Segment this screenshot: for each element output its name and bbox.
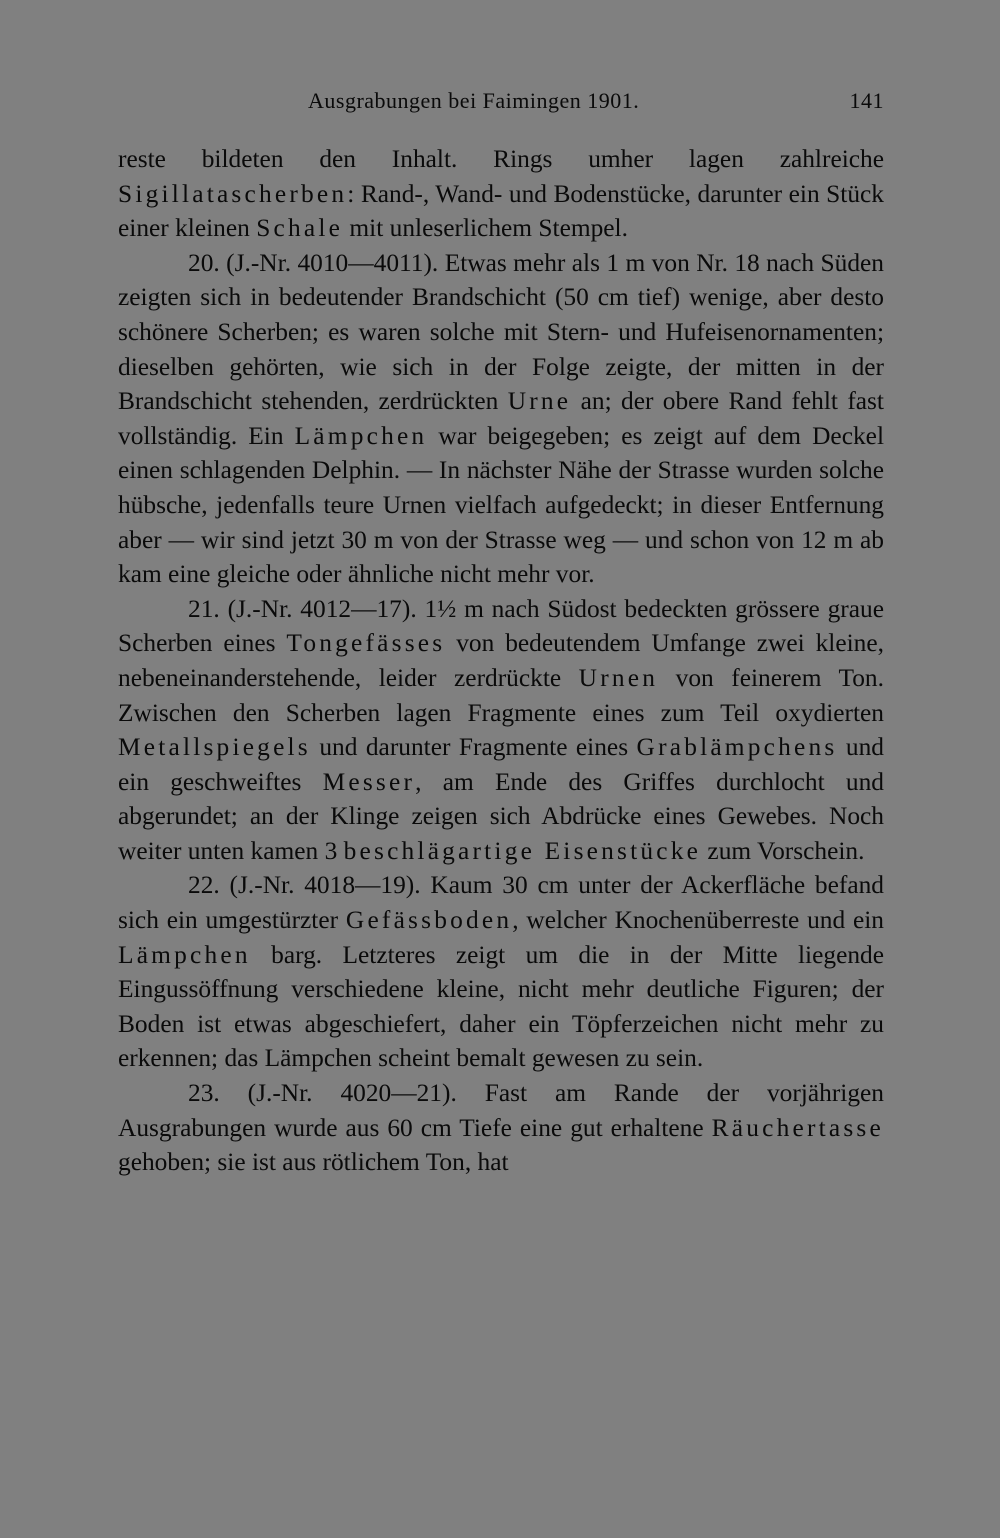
spaced-term: Schale <box>256 214 344 243</box>
text-run: und ein geschweiftes <box>118 733 884 796</box>
entry-number: 21. <box>188 594 220 623</box>
text-run: barg. Letzteres zeigt um die in der Mitte liegende Eingussöffnung verschiedene kleine, nicht mehr deutliche Figuren; der Boden ist etwas abgeschiefert, daher ein Töpferzeichen nicht mehr zu erkennen; das Lämpchen scheint bemalt gewesen zu sein. <box>118 940 884 1073</box>
entry-number: 22. <box>188 871 220 900</box>
spaced-term: beschlägartige Eisenstücke <box>343 836 702 865</box>
spaced-term: Sigillatascherben <box>118 179 348 208</box>
paragraph-continuation <box>118 142 884 246</box>
text-run: (J.-Nr. 4018—19). Kaum 30 cm unter der Ackerfläche befand sich ein umgestürzter <box>118 871 884 935</box>
text-run: (J.-Nr. 4010—4011). Etwas mehr als 1 m von Nr. 18 nach Süden zeigten sich in bedeutender Brandschicht (50 cm tief) wenige, aber desto schönere Scherben; es waren solche mit Stern- und Hufeisenornamenten; dieselben gehörten, wie sich in der Folge zeigte, der mitten in der Brandschicht stehenden, zerdrückten <box>118 248 884 416</box>
text-run: an; der obere Rand fehlt fast vollständig. Ein <box>118 387 884 450</box>
text-run: von feinerem Ton. Zwischen den Scherben lagen Fragmente eines zum Teil oxydierten <box>118 663 884 727</box>
paragraph-entry-22 <box>118 868 884 1076</box>
body-text <box>118 142 884 1180</box>
spaced-term: Lämpchen <box>118 940 251 969</box>
paragraph-entry-20 <box>118 246 884 592</box>
spaced-term: Tongefässes <box>286 629 446 658</box>
spaced-term: Gefässboden <box>345 906 513 935</box>
text-run: war beigegeben; es zeigt auf dem Deckel einen schlagenden Delphin. — In nächster Nähe der Strasse wurden solche hübsche, jedenfalls teure Urnen vielfach aufgedeckt; in dieser Entfernung aber — wir sind jetzt 30 m von der Strasse weg — und schon von 12 m ab kam eine gleiche oder ähnliche nicht mehr vor. <box>118 421 884 589</box>
spaced-term: Messer <box>322 767 416 796</box>
text-run: (J.-Nr. 4020—21). Fast am Rande der vorjährigen Ausgrabungen wurde aus 60 cm Tiefe eine gut erhaltene <box>118 1079 884 1142</box>
text-run: , welcher Knochenüberreste und ein <box>512 906 884 935</box>
paragraph-entry-21 <box>118 592 884 869</box>
spaced-term: Urne <box>507 387 572 416</box>
spaced-term: Räuchertasse <box>711 1113 884 1142</box>
paragraph-entry-23 <box>118 1076 884 1180</box>
page-header <box>118 84 884 120</box>
text-run: gehoben; sie ist aus rötlichem Ton, hat <box>118 1148 509 1177</box>
spaced-term: Urnen <box>578 663 659 692</box>
text-run: : Rand-, Wand- und Bodenstücke, darunter ein Stück einer kleinen <box>118 179 884 243</box>
text-run: (J.-Nr. 4012—17). 1½ m nach Südost bedeckten grössere graue Scherben eines <box>118 594 884 658</box>
entry-number: 20. <box>188 248 220 277</box>
spaced-term: Grablämpchens <box>636 733 838 762</box>
text-run: von bedeutendem Umfange zwei kleine, nebeneinanderstehende, leider zerdrückte <box>118 629 884 692</box>
text-run: mit unleserlichem Stempel. <box>343 214 628 243</box>
entry-number: 23. <box>188 1079 220 1108</box>
text-run: , am Ende des Griffes durchlocht und abgerundet; an der Klinge zeigen sich Abdrücke eines Gewebes. Noch weiter unten kamen 3 <box>118 767 884 865</box>
running-title: Ausgrabungen bei Faimingen 1901. <box>308 88 640 113</box>
text-run: reste bildeten den Inhalt. Rings umher lagen zahlreiche <box>118 145 884 173</box>
text-run: zum Vorschein. <box>701 836 865 865</box>
text-run: und darunter Fragmente eines <box>310 733 637 762</box>
spaced-term: Lämpchen <box>294 421 428 450</box>
page-number: 141 <box>849 88 884 113</box>
spaced-term: Metallspiegels <box>118 733 311 762</box>
